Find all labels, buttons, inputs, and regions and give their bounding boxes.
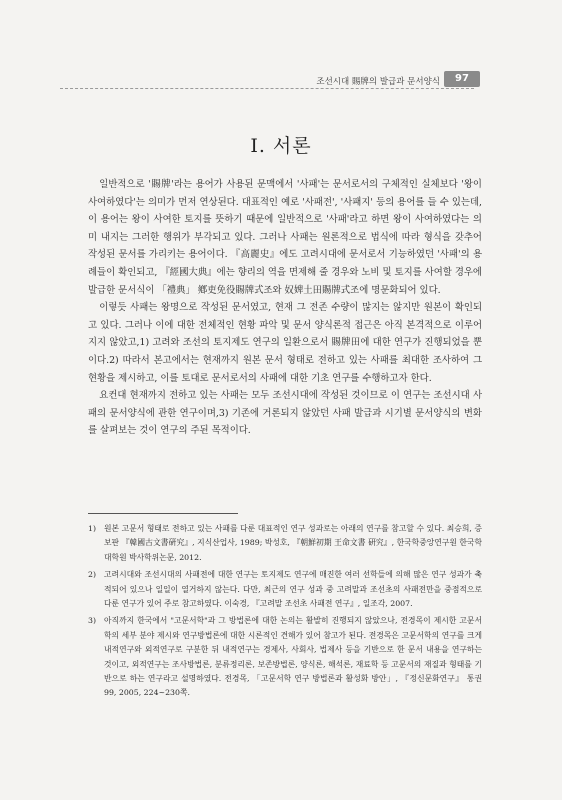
footnote bbox=[88, 568, 482, 611]
footnote-number: 2) bbox=[88, 570, 97, 580]
page-number: 97 bbox=[444, 71, 480, 87]
footnote-number: 3) bbox=[88, 616, 97, 626]
footnote-text: 아직까지 한국에서 "고문서학"과 그 방법론에 대한 논의는 활발히 진행되지 않았으나, 전경목이 제시한 고문서학의 세부 분야 제시와 연구방법론에 대한 시론적인 견해가 있어 참고가 된다. 전경목은 고문서학의 연구를 크게 내적연구와 외적연구로 구분한 뒤 내적연구는 경제사, 사회사, 법제사 등을 기반으로 한 문서 내용을 연구하는 것이고, 외적연구는 조사방법론, 분류정리론, 보존방법론, 양식론, 해석론, 재료학 등 고문서의 재질과 형태를 기반으로 하는 연구라고 설명하였다. 전경목, 「고문서학 연구 방법론과 활성화 방안」, 『정신문화연구』 통권99, 2005, 224~230쪽. bbox=[104, 616, 482, 698]
footnote-text: 고려시대와 조선시대의 사패전에 대한 연구는 토지제도 연구에 매진한 여러 선학들에 의해 많은 연구 성과가 축적되어 있으나 일일이 열거하지 않는다. 다만, 최근의 연구 성과 중 고려말과 조선초의 사패전만을 중점적으로 다룬 연구가 있어 주로 참고하였다. 이숙경, 『고려말 조선초 사패전 연구』, 일조각, 2007. bbox=[104, 570, 482, 609]
footnote bbox=[88, 522, 482, 565]
paragraph: 이렇듯 사패는 왕명으로 작성된 문서였고, 현재 그 전존 수량이 많지는 않지만 원본이 확인되고 있다. 그러나 이에 대한 전체적인 현황 파악 및 문서 양식론적 접근은 아직 본격적으로 이루어지지 않았고,1) 고려와 조선의 토지제도 연구의 일환으로서 賜牌田에 대한 연구가 진행되었을 뿐이다.2) 따라서 본고에서는 현재까지 원본 문서 형태로 전하고 있는 사패를 최대한 조사하여 그 현황을 제시하고, 이를 토대로 문서로서의 사패에 대한 기초 연구를 수행하고자 한다. bbox=[88, 302, 482, 384]
footnote-separator bbox=[88, 513, 238, 514]
footnote bbox=[88, 614, 482, 700]
footnote-number: 1) bbox=[88, 524, 97, 533]
running-header-title: 조선시대 賜牌의 발급과 문서양식 bbox=[312, 75, 444, 87]
running-header bbox=[60, 74, 474, 94]
footnote-text: 원본 고문서 형태로 전하고 있는 사패를 다룬 대표적인 연구 성과로는 아래의 연구를 참고할 수 있다. 최승희, 증보판 『韓國古文書硏究』, 지식산업사, 1989; 박성호, 『朝鮮初期 王命文書 硏究』, 한국학중앙연구원 한국학대학원 박사학위논문, 2012. bbox=[104, 524, 482, 562]
footnotes bbox=[88, 522, 482, 704]
paragraph: 일반적으로 '賜牌'라는 용어가 사용된 문맥에서 '사패'는 문서로서의 구체적인 실체보다 '왕이 사여하였다'는 의미가 먼저 연상된다. 대표적인 예로 '사패전', '사패지' 등의 용어를 들 수 있는데, 이 용어는 왕이 사여한 토지를 뜻하기 때문에 일반적으로 '사패'라고 하면 왕이 사여하였다는 의미 내지는 그러한 행위가 부각되고 있다. 그러나 사패는 원론적으로 법식에 따라 형식을 갖추어 작성된 문서를 가리키는 용어이다. 『高麗史』에도 고려시대에 문서로서 기능하였던 '사패'의 용례들이 확인되고, 『經國大典』에는 향리의 역을 면제해 줄 경우와 노비 및 토지를 사여할 경우에 발급한 문서식이 「禮典」 鄕吏免役賜牌式조와 奴婢土田賜牌式조에 명문화되어 있다. bbox=[88, 179, 482, 296]
header-rule bbox=[60, 88, 474, 89]
paragraph: 요컨대 현재까지 전하고 있는 사패는 모두 조선시대에 작성된 것이므로 이 연구는 조선시대 사패의 문서양식에 관한 연구이며,3) 기존에 거론되지 않았던 사패 발급과 시기별 문서양식의 변화를 살펴보는 것이 연구의 주된 목적이다. bbox=[88, 390, 482, 437]
body-text bbox=[88, 176, 482, 440]
section-title: I. 서론 bbox=[250, 135, 312, 157]
